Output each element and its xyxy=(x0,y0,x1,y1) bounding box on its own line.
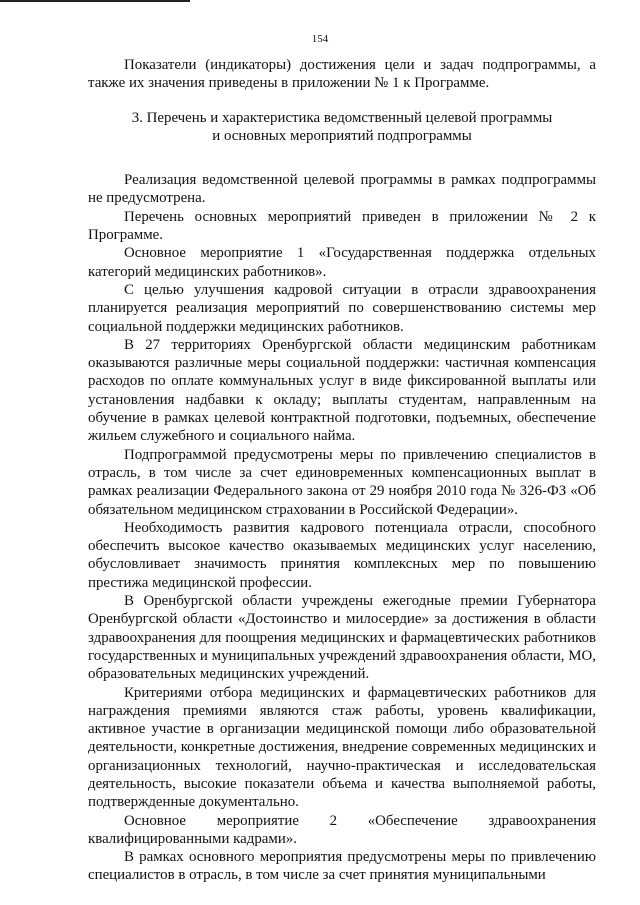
paragraph: С целью улучшения кадровой ситуации в отрасли здравоохранения планируется реализация мероприятий по совершенствованию системы мер социальной поддержки медицинских работников. xyxy=(88,281,596,335)
intro-paragraph: Показатели (индикаторы) достижения цели и задач подпрограммы, а также их значения приведены в приложении № 1 к Программе. xyxy=(88,57,596,92)
paragraph: Основное мероприятие 2 «Обеспечение здравоохранения квалифицированными кадрами». xyxy=(88,812,596,847)
paragraph: Реализация ведомственной целевой программы в рамках подпрограммы не предусмотрена. xyxy=(88,172,596,207)
paragraph: В Оренбургской области учреждены ежегодные премии Губернатора Оренбургской области «Достоинство и милосердие» за достижения в области здравоохранения для поощрения медицинских и фармацевтических работников государственных и муниципальных учреждений здравоохранения области, МО, образовательных медицинских учреждений. xyxy=(88,593,596,683)
paragraph: Подпрограммой предусмотрены меры по привлечению специалистов в отрасль, в том числе за счет единовременных компенсационных выплат в рамках реализации Федерального закона от 29 ноября 2010 года № 326-ФЗ «Об обязательном медицинском страховании в Российской Федерации». xyxy=(88,446,596,518)
section-heading-line-2: и основных мероприятий подпрограммы xyxy=(212,127,472,144)
section-heading xyxy=(88,109,596,146)
top-rule xyxy=(0,0,190,2)
paragraph: В рамках основного мероприятия предусмотрены меры по привлечению специалистов в отрасль, в том числе за счет принятия муниципальными xyxy=(88,849,596,884)
section-heading-line-1: 3. Перечень и характеристика ведомственный целевой программы xyxy=(131,109,553,126)
paragraph: В 27 территориях Оренбургской области медицинским работникам оказываются различные меры социальной поддержки: частичная компенсация расходов по оплате коммунальных услуг в виде фиксированной выплаты или установления надбавки к окладу; выплаты студентам, направленным на обучение в рамках целевой контрактной подготовки, подъемных, обеспечение жильем служебного и социального найма. xyxy=(88,336,596,445)
page-number: 154 xyxy=(311,33,329,45)
paragraph: Перечень основных мероприятий приведен в приложении № 2 к Программе. xyxy=(88,208,596,244)
paragraph: Основное мероприятие 1 «Государственная поддержка отдельных категорий медицинских работников». xyxy=(88,245,596,280)
paragraph: Критериями отбора медицинских и фармацевтических работников для награждения премиями являются стаж работы, уровень квалификации, активное участие в организации медицинской помощи либо образовательной деятельности, конкретные достижения, внедрение современных медицинских и организационных технологий, научно-практическая и исследовательская деятельность, высокие показатели объема и качества выполняемой работы, подтвержденные документально. xyxy=(88,684,596,811)
document-body xyxy=(88,56,596,885)
paragraph: Необходимость развития кадрового потенциала отрасли, способного обеспечить высокое качество оказываемых медицинских услуг населению, обусловливает значимость принятия комплексных мер по повышению престижа медицинской профессии. xyxy=(88,519,596,591)
